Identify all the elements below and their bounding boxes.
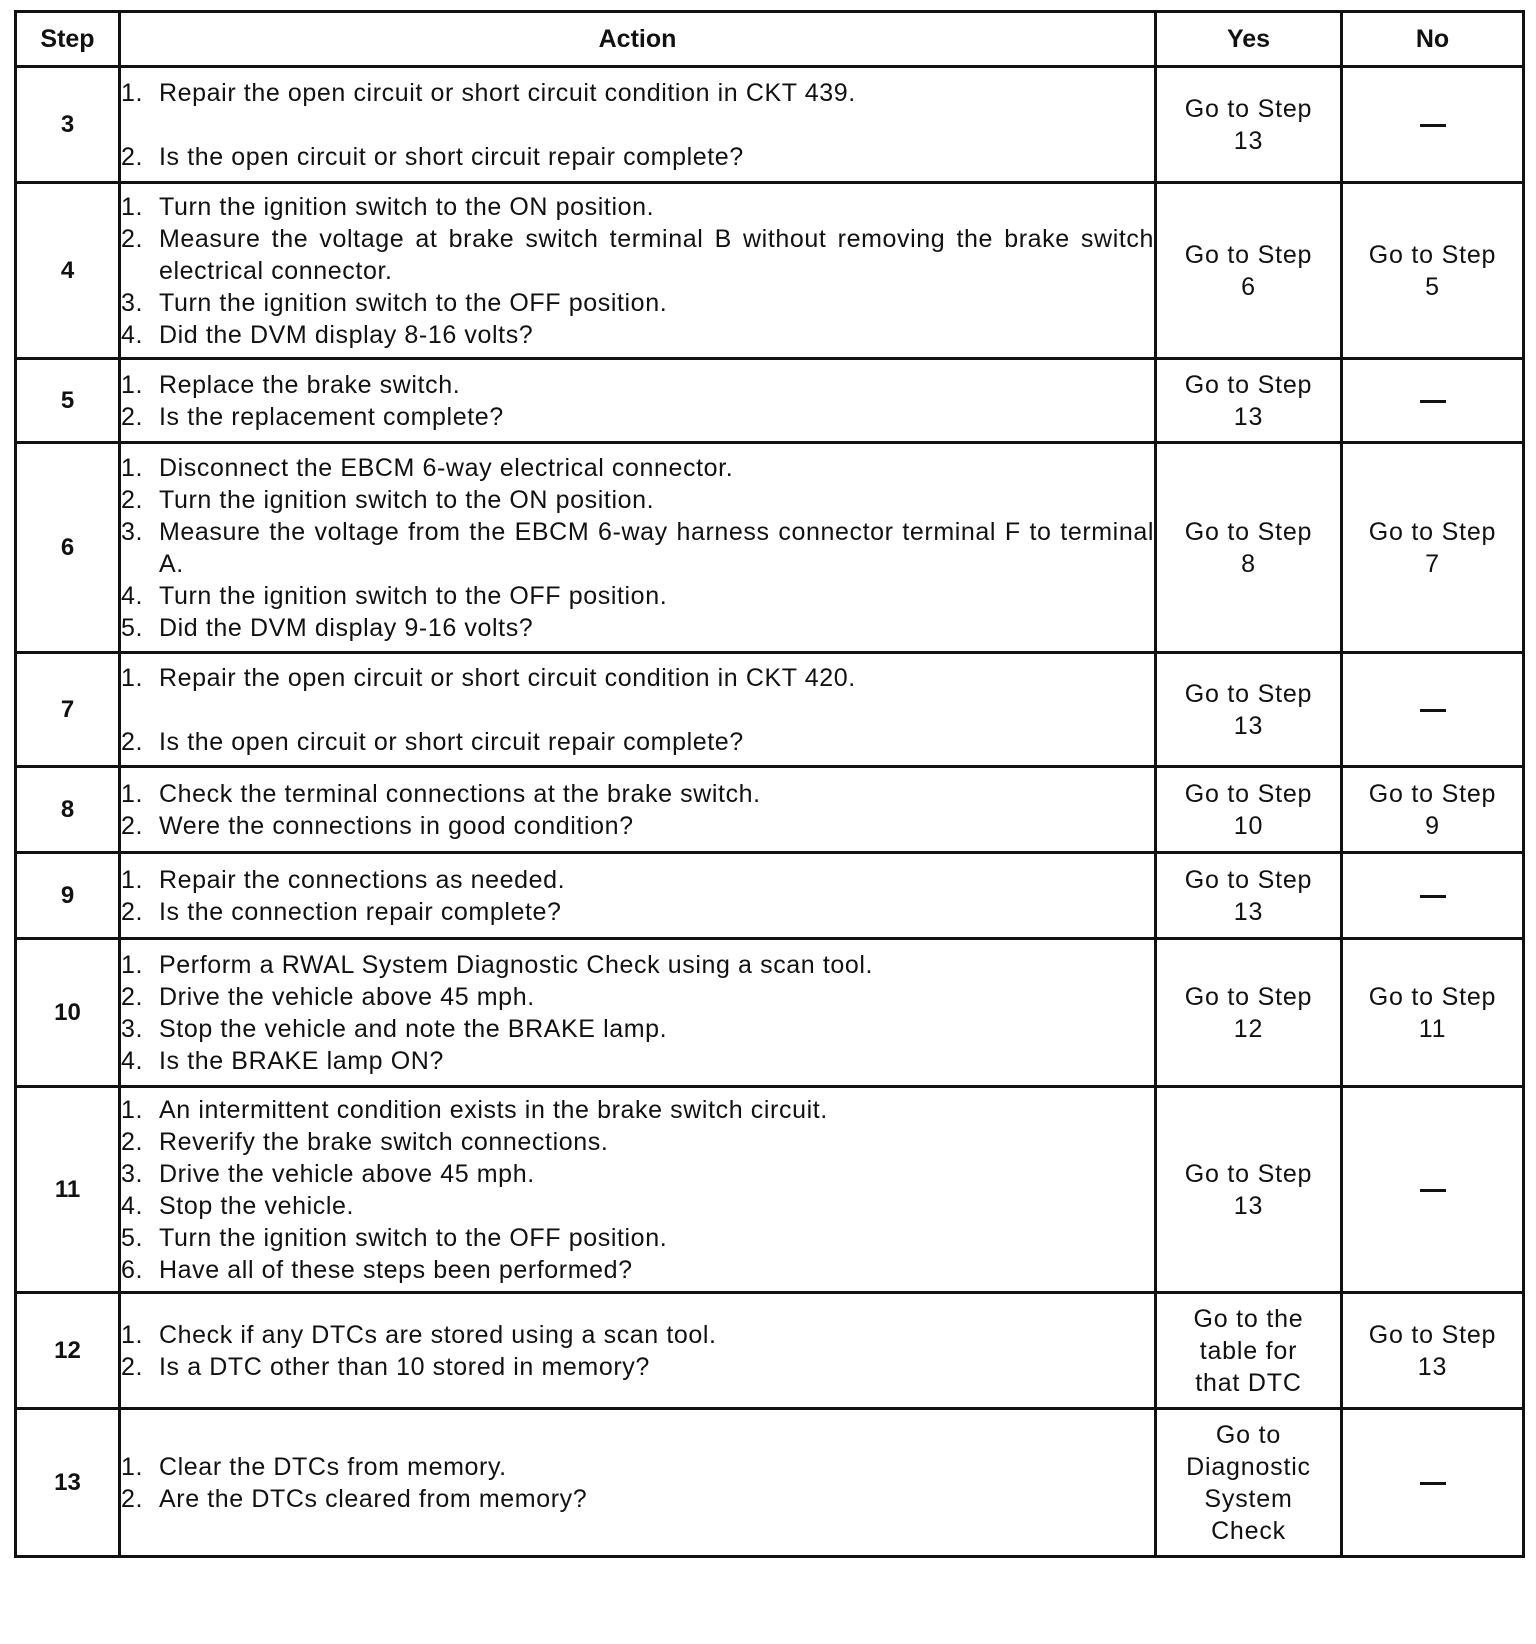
action-item-text: Is the BRAKE lamp ON? xyxy=(159,1046,444,1075)
action-item-text: Turn the ignition switch to the OFF position. xyxy=(159,581,668,610)
action-list xyxy=(121,662,1154,758)
step-number: 6 xyxy=(16,443,120,653)
action-item xyxy=(121,1126,1154,1158)
action-cell xyxy=(120,67,1156,183)
action-item-number: 5. xyxy=(121,613,144,642)
action-item xyxy=(121,1190,1154,1222)
action-list xyxy=(121,369,1154,433)
action-item xyxy=(121,981,1154,1013)
no-dash xyxy=(1342,853,1524,939)
action-item-text: Repair the connections as needed. xyxy=(159,865,566,894)
dash-mark xyxy=(1420,400,1446,403)
action-item-text: Repair the open circuit or short circuit condition in CKT 420. xyxy=(159,663,856,692)
action-item xyxy=(121,612,1154,644)
header-no: No xyxy=(1342,12,1524,67)
no-result: Go to Step 9 xyxy=(1342,767,1524,853)
no-result: Go to Step 7 xyxy=(1342,443,1524,653)
yes-result: Go to the table for that DTC xyxy=(1156,1293,1342,1409)
action-item-number: 1. xyxy=(121,1452,144,1481)
action-item-text: Were the connections in good condition? xyxy=(159,811,634,840)
table-row xyxy=(16,853,1524,939)
action-item-number: 2. xyxy=(121,1127,144,1156)
action-cell xyxy=(120,653,1156,767)
yes-result: Go to Step 13 xyxy=(1156,653,1342,767)
action-item-text: Check the terminal connections at the brake switch. xyxy=(159,779,761,808)
action-item-text: Did the DVM display 9-16 volts? xyxy=(159,613,534,642)
action-item-number: 6. xyxy=(121,1255,144,1284)
no-dash xyxy=(1342,653,1524,767)
action-item xyxy=(121,287,1154,319)
header-step: Step xyxy=(16,12,120,67)
yes-result: Go to Step 13 xyxy=(1156,853,1342,939)
action-list xyxy=(121,191,1154,351)
action-item-number: 2. xyxy=(121,897,144,926)
action-item xyxy=(121,1094,1154,1126)
action-item-number: 1. xyxy=(121,663,144,692)
yes-result: Go to Step 6 xyxy=(1156,183,1342,359)
table-row xyxy=(16,67,1524,183)
action-item-text: An intermittent condition exists in the brake switch circuit. xyxy=(159,1095,828,1124)
dash-mark xyxy=(1420,1189,1446,1192)
action-item-text: Reverify the brake switch connections. xyxy=(159,1127,609,1156)
action-item-text: Turn the ignition switch to the OFF position. xyxy=(159,1223,668,1252)
action-item xyxy=(121,223,1154,287)
action-item-text: Are the DTCs cleared from memory? xyxy=(159,1484,588,1513)
step-number: 10 xyxy=(16,939,120,1087)
no-result: Go to Step 5 xyxy=(1342,183,1524,359)
dash-mark xyxy=(1420,124,1446,127)
action-item-number: 1. xyxy=(121,78,144,107)
dash-mark xyxy=(1420,709,1446,712)
header-yes: Yes xyxy=(1156,12,1342,67)
table-row xyxy=(16,653,1524,767)
action-item-text: Turn the ignition switch to the OFF position. xyxy=(159,288,668,317)
action-item xyxy=(121,1158,1154,1190)
action-item-text: Check if any DTCs are stored using a scan tool. xyxy=(159,1320,717,1349)
action-item-number: 5. xyxy=(121,1223,144,1252)
no-dash xyxy=(1342,1087,1524,1293)
action-item-number: 2. xyxy=(121,1484,144,1513)
step-number: 3 xyxy=(16,67,120,183)
yes-result: Go to Step 10 xyxy=(1156,767,1342,853)
action-item xyxy=(121,401,1154,433)
action-list xyxy=(121,1451,1154,1515)
action-list xyxy=(121,1094,1154,1286)
action-item-text: Repair the open circuit or short circuit condition in CKT 439. xyxy=(159,78,856,107)
table-row xyxy=(16,1293,1524,1409)
action-item-text: Is the open circuit or short circuit repair complete? xyxy=(159,727,744,756)
table-row xyxy=(16,1409,1524,1557)
header-action: Action xyxy=(120,12,1156,67)
action-list xyxy=(121,778,1154,842)
action-item xyxy=(121,1319,1154,1351)
action-item-number: 3. xyxy=(121,1159,144,1188)
no-dash xyxy=(1342,359,1524,443)
dash-mark xyxy=(1420,1482,1446,1485)
action-item-number: 4. xyxy=(121,1191,144,1220)
step-number: 9 xyxy=(16,853,120,939)
action-item-text: Did the DVM display 8-16 volts? xyxy=(159,320,534,349)
action-item xyxy=(121,319,1154,351)
action-item xyxy=(121,369,1154,401)
action-item-text: Drive the vehicle above 45 mph. xyxy=(159,982,535,1011)
table-body xyxy=(16,67,1524,1557)
yes-result: Go to Step 12 xyxy=(1156,939,1342,1087)
action-item-text: Measure the voltage at brake switch terminal B without removing the brake switch electrical connector. xyxy=(159,224,1154,285)
action-item-number: 4. xyxy=(121,1046,144,1075)
no-dash xyxy=(1342,67,1524,183)
action-item-text: Have all of these steps been performed? xyxy=(159,1255,633,1284)
action-item xyxy=(121,1045,1154,1077)
action-item-text: Measure the voltage from the EBCM 6-way harness connector terminal F to terminal A. xyxy=(159,517,1154,578)
action-item-number: 1. xyxy=(121,779,144,808)
action-item-text: Turn the ignition switch to the ON position. xyxy=(159,192,655,221)
action-cell xyxy=(120,443,1156,653)
table-row xyxy=(16,1087,1524,1293)
action-item xyxy=(121,778,1154,810)
action-list xyxy=(121,864,1154,928)
step-number: 5 xyxy=(16,359,120,443)
dash-mark xyxy=(1420,895,1446,898)
action-item xyxy=(121,1351,1154,1383)
step-number: 8 xyxy=(16,767,120,853)
step-number: 4 xyxy=(16,183,120,359)
action-cell xyxy=(120,183,1156,359)
action-item-text: Is a DTC other than 10 stored in memory? xyxy=(159,1352,650,1381)
action-item xyxy=(121,810,1154,842)
action-item-number: 1. xyxy=(121,1095,144,1124)
action-item-number: 2. xyxy=(121,811,144,840)
action-item-text: Stop the vehicle and note the BRAKE lamp. xyxy=(159,1014,668,1043)
table-row xyxy=(16,359,1524,443)
no-result: Go to Step 13 xyxy=(1342,1293,1524,1409)
action-item-number: 2. xyxy=(121,982,144,1011)
action-item-number: 2. xyxy=(121,485,144,514)
action-item-number: 1. xyxy=(121,453,144,482)
action-item-text: Clear the DTCs from memory. xyxy=(159,1452,507,1481)
action-item-number: 4. xyxy=(121,320,144,349)
header-row xyxy=(16,12,1524,67)
action-item xyxy=(121,864,1154,896)
action-item xyxy=(121,580,1154,612)
action-cell xyxy=(120,1409,1156,1557)
table-row xyxy=(16,939,1524,1087)
yes-result: Go to Diagnostic System Check xyxy=(1156,1409,1342,1557)
step-number: 13 xyxy=(16,1409,120,1557)
action-item-number: 3. xyxy=(121,1014,144,1043)
action-item-text: Is the replacement complete? xyxy=(159,402,504,431)
action-item-number: 1. xyxy=(121,370,144,399)
action-item xyxy=(121,1222,1154,1254)
action-item-number: 1. xyxy=(121,950,144,979)
action-cell xyxy=(120,767,1156,853)
action-item xyxy=(121,141,1154,173)
no-result: Go to Step 11 xyxy=(1342,939,1524,1087)
action-item-number: 3. xyxy=(121,288,144,317)
action-list xyxy=(121,949,1154,1077)
yes-result: Go to Step 8 xyxy=(1156,443,1342,653)
action-list xyxy=(121,452,1154,644)
action-item-text: Stop the vehicle. xyxy=(159,1191,355,1220)
action-item xyxy=(121,191,1154,223)
action-item-number: 1. xyxy=(121,1320,144,1349)
action-item-number: 4. xyxy=(121,581,144,610)
action-item xyxy=(121,949,1154,981)
action-list xyxy=(121,1319,1154,1383)
action-item-number: 2. xyxy=(121,727,144,756)
diagnostic-document xyxy=(14,10,1525,1558)
action-item-text: Disconnect the EBCM 6-way electrical connector. xyxy=(159,453,734,482)
action-cell xyxy=(120,1087,1156,1293)
action-item xyxy=(121,452,1154,484)
no-dash xyxy=(1342,1409,1524,1557)
table-row xyxy=(16,767,1524,853)
action-cell xyxy=(120,359,1156,443)
action-item xyxy=(121,896,1154,928)
diagnostic-table xyxy=(14,10,1525,1558)
action-item-text: Perform a RWAL System Diagnostic Check using a scan tool. xyxy=(159,950,874,979)
table-row xyxy=(16,443,1524,653)
action-item xyxy=(121,1254,1154,1286)
action-item xyxy=(121,516,1154,580)
action-item-number: 1. xyxy=(121,192,144,221)
action-item-text: Is the open circuit or short circuit repair complete? xyxy=(159,142,744,171)
action-item xyxy=(121,1013,1154,1045)
action-item-text: Is the connection repair complete? xyxy=(159,897,562,926)
yes-result: Go to Step 13 xyxy=(1156,67,1342,183)
action-item-text: Drive the vehicle above 45 mph. xyxy=(159,1159,535,1188)
action-item xyxy=(121,662,1154,694)
action-item xyxy=(121,726,1154,758)
step-number: 7 xyxy=(16,653,120,767)
action-cell xyxy=(120,939,1156,1087)
action-item xyxy=(121,77,1154,109)
action-item-number: 3. xyxy=(121,517,144,546)
action-item xyxy=(121,484,1154,516)
action-item-number: 2. xyxy=(121,402,144,431)
yes-result: Go to Step 13 xyxy=(1156,1087,1342,1293)
action-item-number: 2. xyxy=(121,224,144,253)
action-list xyxy=(121,77,1154,173)
action-item-number: 1. xyxy=(121,865,144,894)
action-item-number: 2. xyxy=(121,142,144,171)
step-number: 11 xyxy=(16,1087,120,1293)
step-number: 12 xyxy=(16,1293,120,1409)
action-item xyxy=(121,1451,1154,1483)
yes-result: Go to Step 13 xyxy=(1156,359,1342,443)
table-row xyxy=(16,183,1524,359)
action-item xyxy=(121,1483,1154,1515)
action-item-number: 2. xyxy=(121,1352,144,1381)
action-cell xyxy=(120,853,1156,939)
action-item-text: Turn the ignition switch to the ON position. xyxy=(159,485,655,514)
action-item-text: Replace the brake switch. xyxy=(159,370,461,399)
action-cell xyxy=(120,1293,1156,1409)
